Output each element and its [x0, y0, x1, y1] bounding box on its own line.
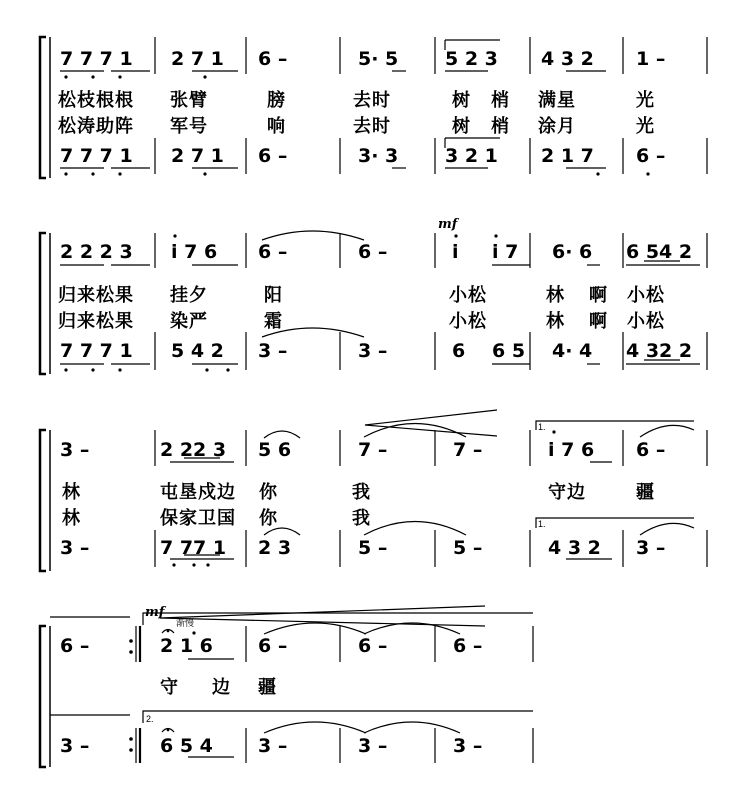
lyric-verse-1: 林: [546, 285, 565, 306]
note-group: 6 –: [258, 48, 288, 70]
system-4-beams-ties-fermatas: [162, 623, 460, 757]
lyric-verse-1: 光: [636, 90, 655, 111]
note-group: 3 –: [258, 340, 288, 362]
note-group: 6: [452, 340, 466, 362]
lyric-verse-2: 梢: [491, 116, 510, 137]
volta-1-label: 1.: [538, 519, 546, 529]
note-group: 3 –: [60, 537, 90, 559]
lyric-verse-2: 响: [267, 116, 286, 137]
note-group: 3 –: [453, 735, 483, 757]
note-group: 4 32 2: [626, 340, 693, 362]
lyric-verse-1: 啊: [589, 285, 608, 306]
lyric-verse-1: 小松: [627, 285, 665, 306]
lyric-verse-1: 满星: [538, 90, 576, 111]
note-group: 5 –: [358, 537, 388, 559]
note-group: 2 1 7: [541, 145, 594, 167]
note-group: 3 2 1: [445, 145, 498, 167]
lyric-verse-1: 你: [259, 482, 278, 503]
lyric-verse-2: 霜: [264, 311, 283, 332]
note-group: 2 7 1: [171, 48, 224, 70]
lyric-verse-1: 守: [160, 677, 179, 698]
lyric-verse-2: 树: [452, 116, 471, 137]
note-group: 1 –: [636, 48, 666, 70]
note-group: 5 4 2: [171, 340, 224, 362]
system-1-brace-and-barlines: [40, 37, 707, 178]
volta-1-label: 1.: [538, 422, 546, 432]
note-group: 3 –: [60, 735, 90, 757]
system-3-brace-and-barlines: [40, 430, 707, 571]
lyric-verse-2: 我: [352, 508, 371, 529]
note-group: 6 –: [358, 635, 388, 657]
lyric-verse-2: 光: [636, 116, 655, 137]
dynamic-marking: mf: [438, 217, 458, 232]
note-group: 4· 4: [552, 340, 593, 362]
lyric-verse-2: 保家卫国: [160, 508, 236, 529]
note-group: 6 –: [636, 439, 666, 461]
note-group: 5 6: [258, 439, 292, 461]
lyric-verse-1: 归来松果: [58, 285, 134, 306]
note-group: 6· 6: [552, 241, 593, 263]
lyric-verse-1: 疆: [258, 677, 277, 698]
system-4-brace-and-barlines: [40, 626, 533, 767]
note-group: 6 5: [492, 340, 526, 362]
note-group: 6 –: [258, 635, 288, 657]
lyric-verse-2: 小松: [449, 311, 487, 332]
note-group: 6 54 2: [626, 241, 693, 263]
note-group: i: [452, 241, 459, 263]
note-group: 6 –: [453, 635, 483, 657]
lyric-verse-1: 守边: [548, 482, 586, 503]
lyric-verse-1: 林: [62, 482, 81, 503]
lyric-verse-1: 小松: [449, 285, 487, 306]
note-group: i 7: [492, 241, 519, 263]
lyric-verse-1: 张臂: [170, 90, 208, 111]
system-3-beams-ties-hairpins: [170, 410, 694, 567]
note-group: 6 –: [258, 241, 288, 263]
note-group: 2 1 6: [160, 635, 213, 657]
system-4-repeat-dots: [129, 639, 133, 752]
system-2-beams-ties-and-dots: [60, 231, 700, 372]
lyric-verse-2: 去时: [353, 116, 391, 137]
lyric-verse-2: 染严: [170, 311, 208, 332]
note-group: 3 –: [258, 735, 288, 757]
lyric-verse-1: 阳: [264, 285, 283, 306]
note-group: 7 77 1: [160, 537, 227, 559]
note-group: 3· 3: [358, 145, 399, 167]
note-group: 6 –: [358, 241, 388, 263]
lyric-verse-1: 我: [352, 482, 371, 503]
note-group: 2 22 3: [160, 439, 227, 461]
note-group: 5· 5: [358, 48, 399, 70]
note-group: 3 –: [636, 537, 666, 559]
note-group: 5 –: [453, 537, 483, 559]
lyric-verse-1: 疆: [636, 482, 655, 503]
lyric-verse-1: 树: [452, 90, 471, 111]
note-group: 6 –: [636, 145, 666, 167]
system-1-beams-and-dots: [60, 40, 650, 176]
note-group: i 7 6: [171, 241, 218, 263]
lyric-verse-2: 涂月: [538, 116, 576, 137]
note-group: i 7 6: [548, 439, 595, 461]
lyric-verse-1: 挂夕: [170, 285, 208, 306]
lyric-verse-2: 你: [259, 508, 278, 529]
system-2-brace-and-barlines: [40, 233, 707, 374]
note-group: 2 3: [258, 537, 292, 559]
note-group: 7 7 7 1: [60, 340, 133, 362]
system-3-volta-1-brackets: [536, 421, 694, 528]
note-group: 2 7 1: [171, 145, 224, 167]
lyric-verse-2: 军号: [170, 116, 208, 137]
note-group: 7 –: [453, 439, 483, 461]
note-group: 4 3 2: [541, 48, 594, 70]
note-group: 2 2 2 3: [60, 241, 133, 263]
note-group: 4 3 2: [548, 537, 601, 559]
tempo-mark: 渐慢: [176, 618, 195, 628]
note-group: 7 –: [358, 439, 388, 461]
lyric-verse-2: 林: [546, 311, 565, 332]
lyric-verse-2: 林: [62, 508, 81, 529]
volta-2-label: 2.: [146, 714, 154, 724]
lyric-verse-1: 松枝根根: [58, 90, 134, 111]
lyric-verse-1: 梢: [491, 90, 510, 111]
lyric-verse-1: 屯垦戍边: [160, 482, 236, 503]
note-group: 3 –: [60, 439, 90, 461]
lyric-verse-1: 边: [212, 677, 231, 698]
lyric-verse-2: 松涛助阵: [58, 116, 134, 137]
note-group: 7 7 7 1: [60, 145, 133, 167]
note-group: 6 –: [60, 635, 90, 657]
dynamic-marking: mf: [145, 605, 165, 620]
note-group: 6 –: [258, 145, 288, 167]
lyric-verse-1: 膀: [267, 90, 286, 111]
lyric-verse-2: 啊: [589, 311, 608, 332]
note-group: 3 –: [358, 340, 388, 362]
note-group: 7 7 7 1: [60, 48, 133, 70]
note-group: 5 2 3: [445, 48, 498, 70]
note-group: 6 5 4: [160, 735, 213, 757]
lyric-verse-1: 去时: [353, 90, 391, 111]
lyric-verse-2: 归来松果: [58, 311, 134, 332]
lyric-verse-2: 小松: [627, 311, 665, 332]
note-group: 3 –: [358, 735, 388, 757]
system-4-volta-2-and-hairpin: [50, 606, 533, 723]
